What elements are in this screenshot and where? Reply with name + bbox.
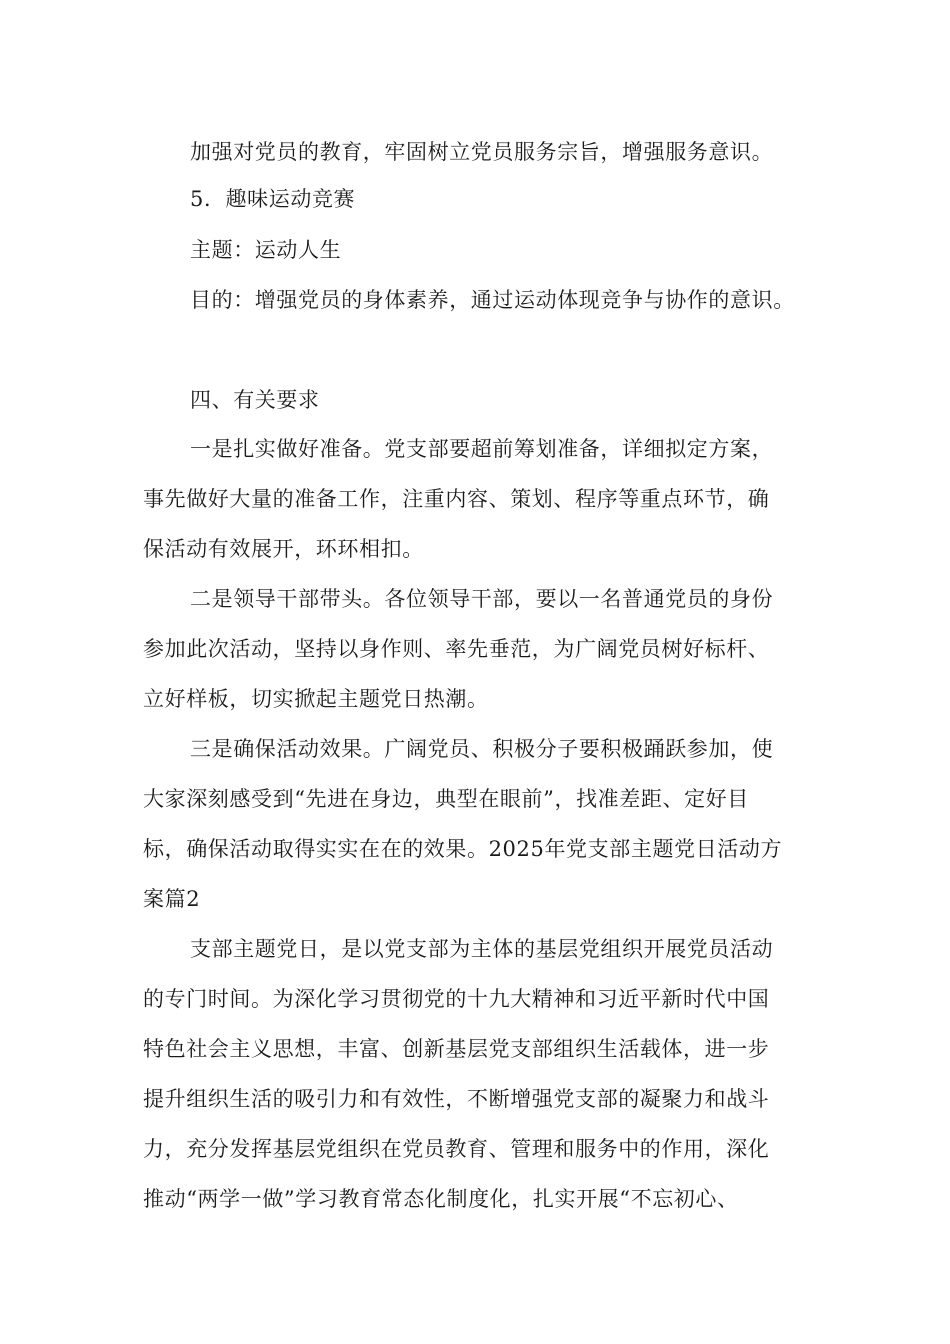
paragraph-line: 标，确保活动取得实实在在的效果。2025年党支部主题党日活动方 <box>143 837 783 861</box>
theme-line: 主题：运动人生 <box>190 238 342 262</box>
paragraph-line: 一是扎实做好准备。党支部要超前筹划准备，详细拟定方案， <box>190 437 774 461</box>
paragraph-line: 大家深刻感受到“先进在身边，典型在眼前”，找准差距、定好目 <box>143 787 749 811</box>
section-item-heading: 5．趣味运动竞赛 <box>190 187 356 211</box>
paragraph-line: 加强对党员的教育，牢固树立党员服务宗旨，增强服务意识。 <box>190 140 774 164</box>
paragraph-line: 的专门时间。为深化学习贯彻党的十九大精神和习近平新时代中国 <box>143 987 770 1011</box>
paragraph-line: 力，充分发挥基层党组织在党员教育、管理和服务中的作用，深化 <box>143 1137 770 1161</box>
paragraph-line: 立好样板，切实掀起主题党日热潮。 <box>143 687 489 711</box>
paragraph-line: 参加此次活动，坚持以身作则、率先垂范，为广阔党员树好标杆、 <box>143 637 770 661</box>
purpose-line: 目的：增强党员的身体素养，通过运动体现竞争与协作的意识。 <box>190 288 795 312</box>
paragraph-line: 支部主题党日，是以党支部为主体的基层党组织开展党员活动 <box>190 937 774 961</box>
paragraph-line: 二是领导干部带头。各位领导干部，要以一名普通党员的身份 <box>190 587 774 611</box>
paragraph-line: 三是确保活动效果。广阔党员、积极分子要积极踊跃参加，使 <box>190 737 774 761</box>
paragraph-line: 提升组织生活的吸引力和有效性，不断增强党支部的凝聚力和战斗 <box>143 1087 770 1111</box>
paragraph-line: 保活动有效展开，环环相扣。 <box>143 537 424 561</box>
section-heading: 四、有关要求 <box>190 388 320 412</box>
paragraph-line: 事先做好大量的准备工作，注重内容、策划、程序等重点环节，确 <box>143 487 770 511</box>
paragraph-line: 推动“两学一做”学习教育常态化制度化，扎实开展“不忘初心、 <box>143 1187 739 1211</box>
paragraph-line: 特色社会主义思想，丰富、创新基层党支部组织生活载体，进一步 <box>143 1037 770 1061</box>
paragraph-line: 案篇2 <box>143 887 201 911</box>
